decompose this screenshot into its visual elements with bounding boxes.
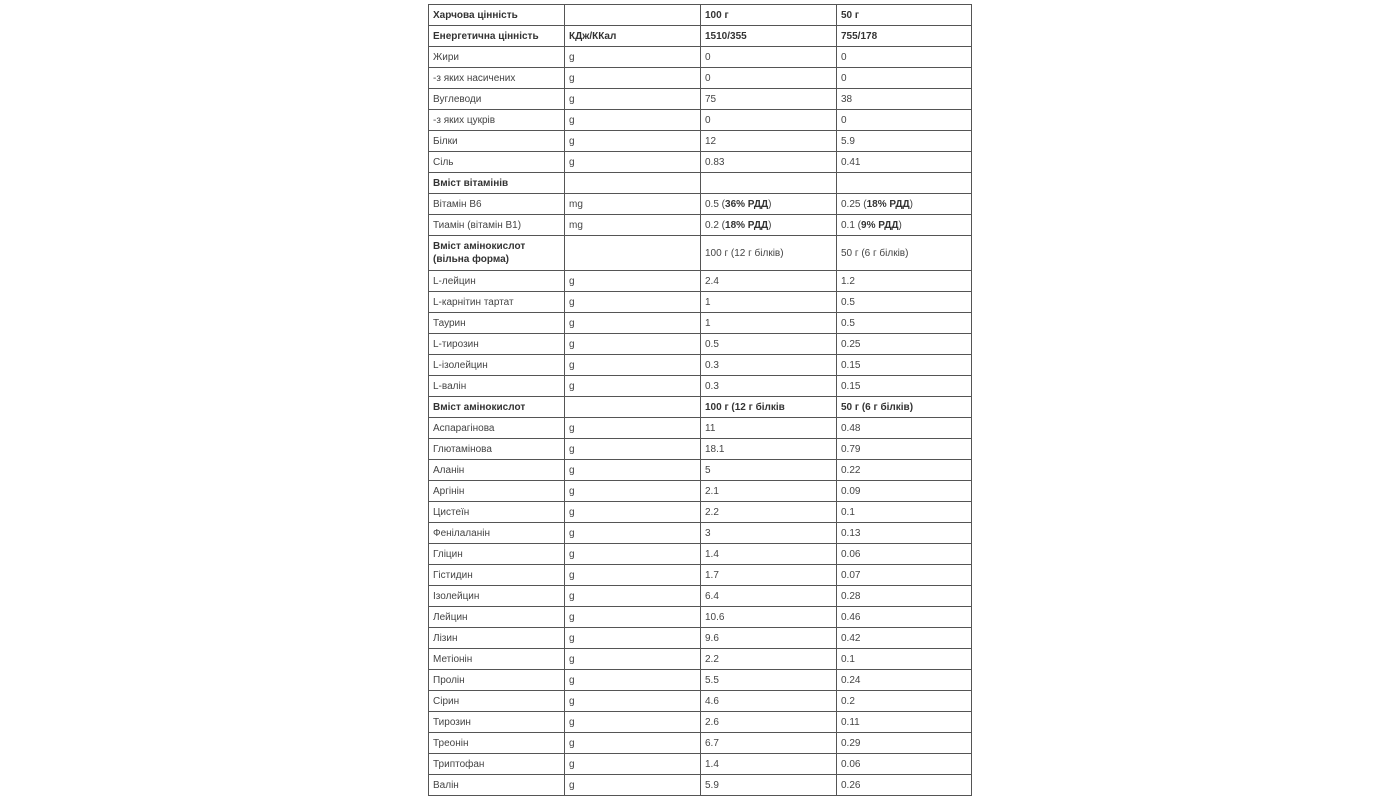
free-amino-unit-cell: g — [565, 355, 701, 376]
amino-per100-cell: 2.2 — [701, 502, 837, 523]
nutrient-unit-cell: g — [565, 152, 701, 173]
amino-per100-cell: 6.4 — [701, 586, 837, 607]
amino-unit-cell: g — [565, 523, 701, 544]
header-per50-cell: 50 г — [837, 5, 972, 26]
table-row — [429, 110, 972, 131]
nutrient-unit-cell: g — [565, 89, 701, 110]
free-amino-name-cell: L-лейцин — [429, 271, 565, 292]
nutrient-per50-cell: 38 — [837, 89, 972, 110]
amino-name-cell: Фенілаланін — [429, 523, 565, 544]
empty-cell — [565, 236, 701, 271]
amino-name-cell: Пролін — [429, 670, 565, 691]
amino-name-cell: Ізолейцин — [429, 586, 565, 607]
nutrient-name-cell: Вуглеводи — [429, 89, 565, 110]
empty-cell — [565, 173, 701, 194]
table-row — [429, 334, 972, 355]
vitamin-per100-cell: 0.2 (18% РДД) — [701, 215, 837, 236]
vitamin-per100-cell: 0.5 (36% РДД) — [701, 194, 837, 215]
amino-per100-cell: 10.6 — [701, 607, 837, 628]
rda-percent: 9% РДД — [861, 219, 899, 231]
nutrition-table-container — [428, 4, 971, 796]
amino-per100-cell: 5.9 — [701, 775, 837, 796]
energy-name-cell: Енергетична цінність — [429, 26, 565, 47]
amino-unit-cell: g — [565, 628, 701, 649]
table-row — [429, 775, 972, 796]
empty-cell — [565, 397, 701, 418]
nutrient-unit-cell: g — [565, 68, 701, 89]
free-amino-per100-cell: 1 — [701, 292, 837, 313]
amino-per100-cell: 5 — [701, 460, 837, 481]
empty-cell — [837, 173, 972, 194]
rda-percent: 36% РДД — [725, 198, 769, 210]
amino-per100-cell: 4.6 — [701, 691, 837, 712]
free-amino-per100-cell: 2.4 — [701, 271, 837, 292]
amino-per100-cell: 1.7 — [701, 565, 837, 586]
table-row — [429, 460, 972, 481]
amino-unit-cell: g — [565, 775, 701, 796]
amino-per50-cell: 0.24 — [837, 670, 972, 691]
vitamin-per50-cell: 0.1 (9% РДД) — [837, 215, 972, 236]
empty-cell — [701, 173, 837, 194]
table-row — [429, 271, 972, 292]
nutrient-per50-cell: 0 — [837, 110, 972, 131]
table-row — [429, 355, 972, 376]
table-row — [429, 712, 972, 733]
table-row — [429, 628, 972, 649]
amino-unit-cell: g — [565, 712, 701, 733]
free-amino-per100-cell: 0.5 — [701, 334, 837, 355]
free-amino-header-cell: Вміст амінокислот (вільна форма) — [429, 236, 565, 271]
amino-name-cell: Глютамінова — [429, 439, 565, 460]
free-amino-name-cell: Таурин — [429, 313, 565, 334]
amino-per50-header: 50 г (6 г білків) — [837, 397, 972, 418]
vitamin-per50-cell: 0.25 (18% РДД) — [837, 194, 972, 215]
nutrient-per50-cell: 5.9 — [837, 131, 972, 152]
table-row — [429, 523, 972, 544]
amino-per100-cell: 1.4 — [701, 544, 837, 565]
amino-per100-cell: 9.6 — [701, 628, 837, 649]
free-amino-per100-header: 100 г (12 г білків) — [701, 236, 837, 271]
amino-per50-cell: 0.48 — [837, 418, 972, 439]
amino-unit-cell: g — [565, 565, 701, 586]
amino-per50-cell: 0.42 — [837, 628, 972, 649]
amino-per100-header: 100 г (12 г білків — [701, 397, 837, 418]
free-amino-per50-cell: 0.25 — [837, 334, 972, 355]
nutrient-name-cell: -з яких цукрів — [429, 110, 565, 131]
vitamins-section-header — [429, 173, 972, 194]
amino-unit-cell: g — [565, 754, 701, 775]
amino-per50-cell: 0.06 — [837, 544, 972, 565]
free-amino-per100-cell: 0.3 — [701, 355, 837, 376]
nutrient-per100-cell: 0 — [701, 110, 837, 131]
table-row — [429, 481, 972, 502]
amino-per50-cell: 0.06 — [837, 754, 972, 775]
table-row — [429, 649, 972, 670]
amino-section-header — [429, 397, 972, 418]
amino-unit-cell: g — [565, 649, 701, 670]
header-name-cell: Харчова цінність — [429, 5, 565, 26]
amino-name-cell: Лейцин — [429, 607, 565, 628]
amino-per50-cell: 0.28 — [837, 586, 972, 607]
nutrient-unit-cell: g — [565, 110, 701, 131]
amino-per100-cell: 6.7 — [701, 733, 837, 754]
free-amino-per50-header: 50 г (6 г білків) — [837, 236, 972, 271]
free-amino-unit-cell: g — [565, 271, 701, 292]
amino-unit-cell: g — [565, 670, 701, 691]
amino-per100-cell: 2.1 — [701, 481, 837, 502]
table-row — [429, 68, 972, 89]
amino-per100-cell: 5.5 — [701, 670, 837, 691]
amino-per50-cell: 0.13 — [837, 523, 972, 544]
table-row — [429, 47, 972, 68]
amino-per50-cell: 0.79 — [837, 439, 972, 460]
nutrient-per50-cell: 0 — [837, 47, 972, 68]
table-row — [429, 754, 972, 775]
vitamin-per50-value: 0.25 — [841, 198, 861, 210]
amino-name-cell: Аспарагінова — [429, 418, 565, 439]
nutrient-name-cell: -з яких насичених — [429, 68, 565, 89]
table-row — [429, 502, 972, 523]
amino-name-cell: Гістидин — [429, 565, 565, 586]
nutrition-table — [428, 4, 972, 796]
amino-per50-cell: 0.11 — [837, 712, 972, 733]
amino-per100-cell: 11 — [701, 418, 837, 439]
table-row — [429, 733, 972, 754]
table-row — [429, 292, 972, 313]
amino-name-cell: Тирозин — [429, 712, 565, 733]
amino-unit-cell: g — [565, 691, 701, 712]
amino-unit-cell: g — [565, 586, 701, 607]
table-row — [429, 89, 972, 110]
amino-per50-cell: 0.1 — [837, 502, 972, 523]
amino-name-cell: Триптофан — [429, 754, 565, 775]
amino-name-cell: Цистеїн — [429, 502, 565, 523]
amino-per50-cell: 0.09 — [837, 481, 972, 502]
nutrient-per100-cell: 0.83 — [701, 152, 837, 173]
free-amino-per50-cell: 0.15 — [837, 376, 972, 397]
amino-unit-cell: g — [565, 733, 701, 754]
nutrient-name-cell: Білки — [429, 131, 565, 152]
amino-name-cell: Сірин — [429, 691, 565, 712]
free-amino-name-cell: L-валін — [429, 376, 565, 397]
rda-percent: 18% РДД — [866, 198, 910, 210]
table-row — [429, 152, 972, 173]
amino-per100-cell: 2.6 — [701, 712, 837, 733]
vitamin-name-cell: Вітамін B6 — [429, 194, 565, 215]
vitamin-per50-value: 0.1 — [841, 219, 855, 231]
amino-unit-cell: g — [565, 418, 701, 439]
nutrient-name-cell: Сіль — [429, 152, 565, 173]
amino-name-cell: Лізин — [429, 628, 565, 649]
energy-per50-cell: 755/178 — [837, 26, 972, 47]
vitamin-name-cell: Тиамін (вітамін B1) — [429, 215, 565, 236]
nutrient-per50-cell: 0 — [837, 68, 972, 89]
amino-unit-cell: g — [565, 481, 701, 502]
amino-per100-cell: 1.4 — [701, 754, 837, 775]
amino-per50-cell: 0.22 — [837, 460, 972, 481]
table-row — [429, 607, 972, 628]
table-row — [429, 691, 972, 712]
energy-per100-cell: 1510/355 — [701, 26, 837, 47]
amino-per50-cell: 0.26 — [837, 775, 972, 796]
table-row — [429, 376, 972, 397]
table-row — [429, 670, 972, 691]
free-amino-section-header — [429, 236, 972, 271]
energy-row — [429, 26, 972, 47]
amino-unit-cell: g — [565, 460, 701, 481]
amino-unit-cell: g — [565, 607, 701, 628]
free-amino-per50-cell: 0.5 — [837, 313, 972, 334]
table-row — [429, 418, 972, 439]
table-row — [429, 439, 972, 460]
table-header-row — [429, 5, 972, 26]
header-unit-cell — [565, 5, 701, 26]
amino-per100-cell: 3 — [701, 523, 837, 544]
table-row — [429, 131, 972, 152]
table-row — [429, 586, 972, 607]
free-amino-per100-cell: 0.3 — [701, 376, 837, 397]
free-amino-unit-cell: g — [565, 313, 701, 334]
energy-unit-cell: КДж/ККал — [565, 26, 701, 47]
amino-header-cell: Вміст амінокислот — [429, 397, 565, 418]
amino-unit-cell: g — [565, 544, 701, 565]
amino-per50-cell: 0.2 — [837, 691, 972, 712]
nutrient-name-cell: Жири — [429, 47, 565, 68]
vitamin-unit-cell: mg — [565, 194, 701, 215]
nutrient-unit-cell: g — [565, 47, 701, 68]
table-row — [429, 565, 972, 586]
table-row — [429, 313, 972, 334]
amino-per50-cell: 0.29 — [837, 733, 972, 754]
nutrient-per100-cell: 0 — [701, 68, 837, 89]
table-row — [429, 194, 972, 215]
free-amino-unit-cell: g — [565, 334, 701, 355]
free-amino-per50-cell: 1.2 — [837, 271, 972, 292]
nutrient-per100-cell: 12 — [701, 131, 837, 152]
amino-unit-cell: g — [565, 439, 701, 460]
nutrient-per50-cell: 0.41 — [837, 152, 972, 173]
amino-name-cell: Аргінін — [429, 481, 565, 502]
free-amino-name-cell: L-тирозин — [429, 334, 565, 355]
free-amino-unit-cell: g — [565, 376, 701, 397]
vitamin-per100-value: 0.2 — [705, 219, 719, 231]
amino-name-cell: Треонін — [429, 733, 565, 754]
nutrient-unit-cell: g — [565, 131, 701, 152]
header-per100-cell: 100 г — [701, 5, 837, 26]
table-row — [429, 544, 972, 565]
rda-percent: 18% РДД — [725, 219, 769, 231]
amino-per100-cell: 2.2 — [701, 649, 837, 670]
amino-name-cell: Гліцин — [429, 544, 565, 565]
nutrient-per100-cell: 75 — [701, 89, 837, 110]
free-amino-per50-cell: 0.15 — [837, 355, 972, 376]
free-amino-per50-cell: 0.5 — [837, 292, 972, 313]
amino-per100-cell: 18.1 — [701, 439, 837, 460]
nutrient-per100-cell: 0 — [701, 47, 837, 68]
amino-per50-cell: 0.1 — [837, 649, 972, 670]
free-amino-per100-cell: 1 — [701, 313, 837, 334]
amino-name-cell: Метіонін — [429, 649, 565, 670]
amino-per50-cell: 0.07 — [837, 565, 972, 586]
amino-name-cell: Валін — [429, 775, 565, 796]
free-amino-unit-cell: g — [565, 292, 701, 313]
vitamin-unit-cell: mg — [565, 215, 701, 236]
free-amino-name-cell: L-карнітин тартат — [429, 292, 565, 313]
amino-name-cell: Аланін — [429, 460, 565, 481]
amino-unit-cell: g — [565, 502, 701, 523]
amino-per50-cell: 0.46 — [837, 607, 972, 628]
free-amino-name-cell: L-ізолейцин — [429, 355, 565, 376]
table-row — [429, 215, 972, 236]
vitamins-header-cell: Вміст вітамінів — [429, 173, 565, 194]
vitamin-per100-value: 0.5 — [705, 198, 719, 210]
